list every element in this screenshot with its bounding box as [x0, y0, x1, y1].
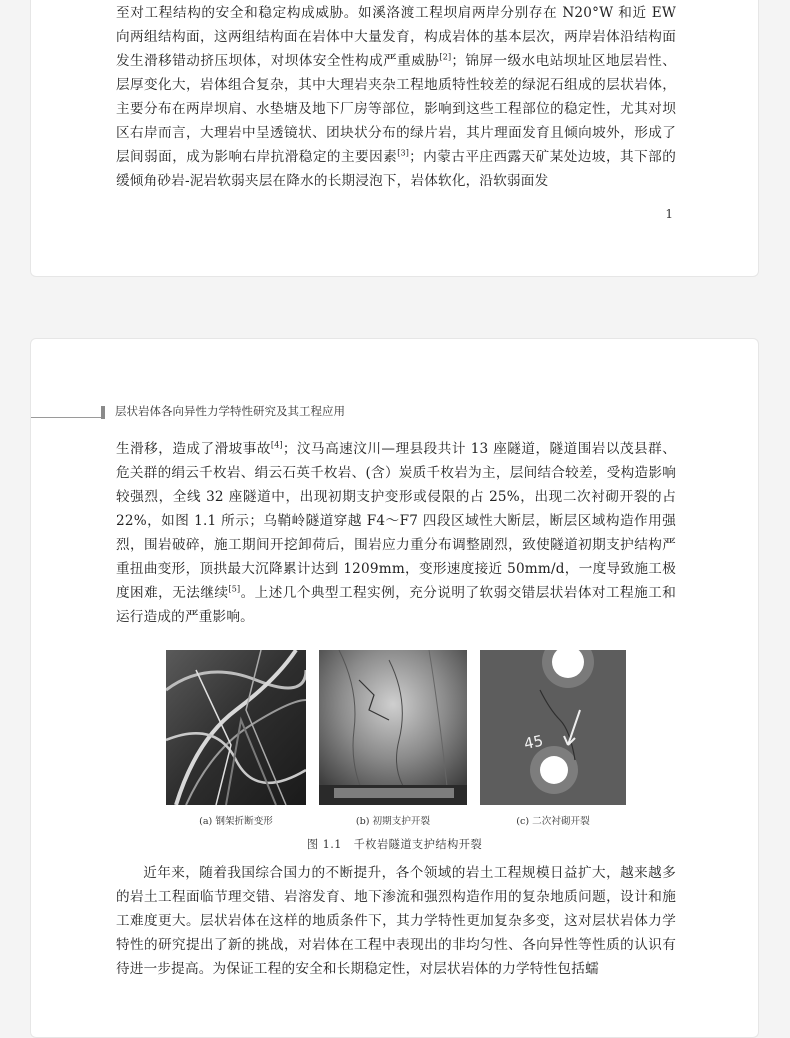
page-number: 1 [665, 207, 673, 221]
header-marker [101, 406, 105, 419]
photo-steel-frame-fracture [166, 650, 306, 805]
subcaption-a: (a) 钢架折断变形 [199, 816, 273, 827]
photo-secondary-lining-crack [480, 650, 626, 805]
running-header-title: 层状岩体各向异性力学特性研究及其工程应用 [115, 404, 345, 418]
document-page-1 [30, 0, 759, 277]
running-header [31, 397, 758, 423]
figure-1-1 [166, 650, 626, 825]
body-paragraph: 至对工程结构的安全和稳定构成威胁。如溪洛渡工程坝肩两岸分别存在 N20°W 和近 EW 向两组结构面，这两组结构面在岩体中大量发育，构成岩体的基本层次，两岸岩体沿结构面发生滑移错动挤压坝体，对坝体安全性构成严重威胁[2]；锦屏一级水电站坝址区地层岩性、层厚变化大，岩体组合复杂，其中大理岩夹杂工程地质特性较差的绿泥石组成的层状岩体，主要分布在两岸坝肩、水垫塘及地下厂房等部位，影响到这些工程部位的稳定性，尤其对坝区右岸而言，大理岩中呈透镜状、团块状分布的绿片岩，其片理面发育且倾向坡外，形成了层间弱面，成为影响右岸抗滑稳定的主要因素[3]；内蒙古平庄西露天矿某处边坡，其下部的缓倾角砂岩-泥岩软弱夹层在降水的长期浸泡下，岩体软化，沿软弱面发 [116, 5, 676, 189]
photo-initial-support-crack [319, 650, 467, 805]
document-page-2 [30, 338, 759, 1038]
header-rule [31, 417, 101, 418]
body-paragraph: 近年来，随着我国综合国力的不断提升，各个领域的岩土工程规模日益扩大，越来越多的岩土工程面临节理交错、岩溶发育、地下渗流和强烈构造作用的复杂地质问题，设计和施工难度更大。层状岩体在这样的地质条件下，其力学特性更加复杂多变，这对层状岩体力学特性的研究提出了新的挑战，对岩体在工程中表现出的非均匀性、各向异性等性质的认识有待进一步提高。为保证工程的安全和长期稳定性，对层状岩体的力学特性包括蠕 [116, 865, 676, 977]
photo-marking: 45 [522, 731, 545, 754]
subcaption-c: (c) 二次衬砌开裂 [516, 816, 590, 827]
figure-caption: 图 1.1 千枚岩隧道支护结构开裂 [306, 838, 483, 851]
body-paragraph: 生滑移，造成了滑坡事故[4]；汶马高速汶川—理县段共计 13 座隧道，隧道围岩以茂县群、危关群的绢云千枚岩、绢云石英千枚岩、(含）炭质千枚岩为主，层间结合较差，受构造影响较强烈，全线 32 座隧道中，出现初期支护变形或侵限的占 25%，出现二次衬砌开裂的占 22%，如图 1.1 所示；乌鞘岭隧道穿越 F4～F7 四段区域性大断层，断层区域构造作用强烈，围岩破碎，施工期间开挖卸荷后，围岩应力重分布调整剧烈，致使隧道初期支护结构严重扭曲变形，顶拱最大沉降累计达到 1209mm，变形速度接近 50mm/d，一度导致施工极度困难，无法继续[5]。上述几个典型工程实例，充分说明了软弱交错层状岩体对工程施工和运行造成的严重影响。 [116, 440, 676, 625]
subcaption-b: (b) 初期支护开裂 [355, 816, 431, 827]
